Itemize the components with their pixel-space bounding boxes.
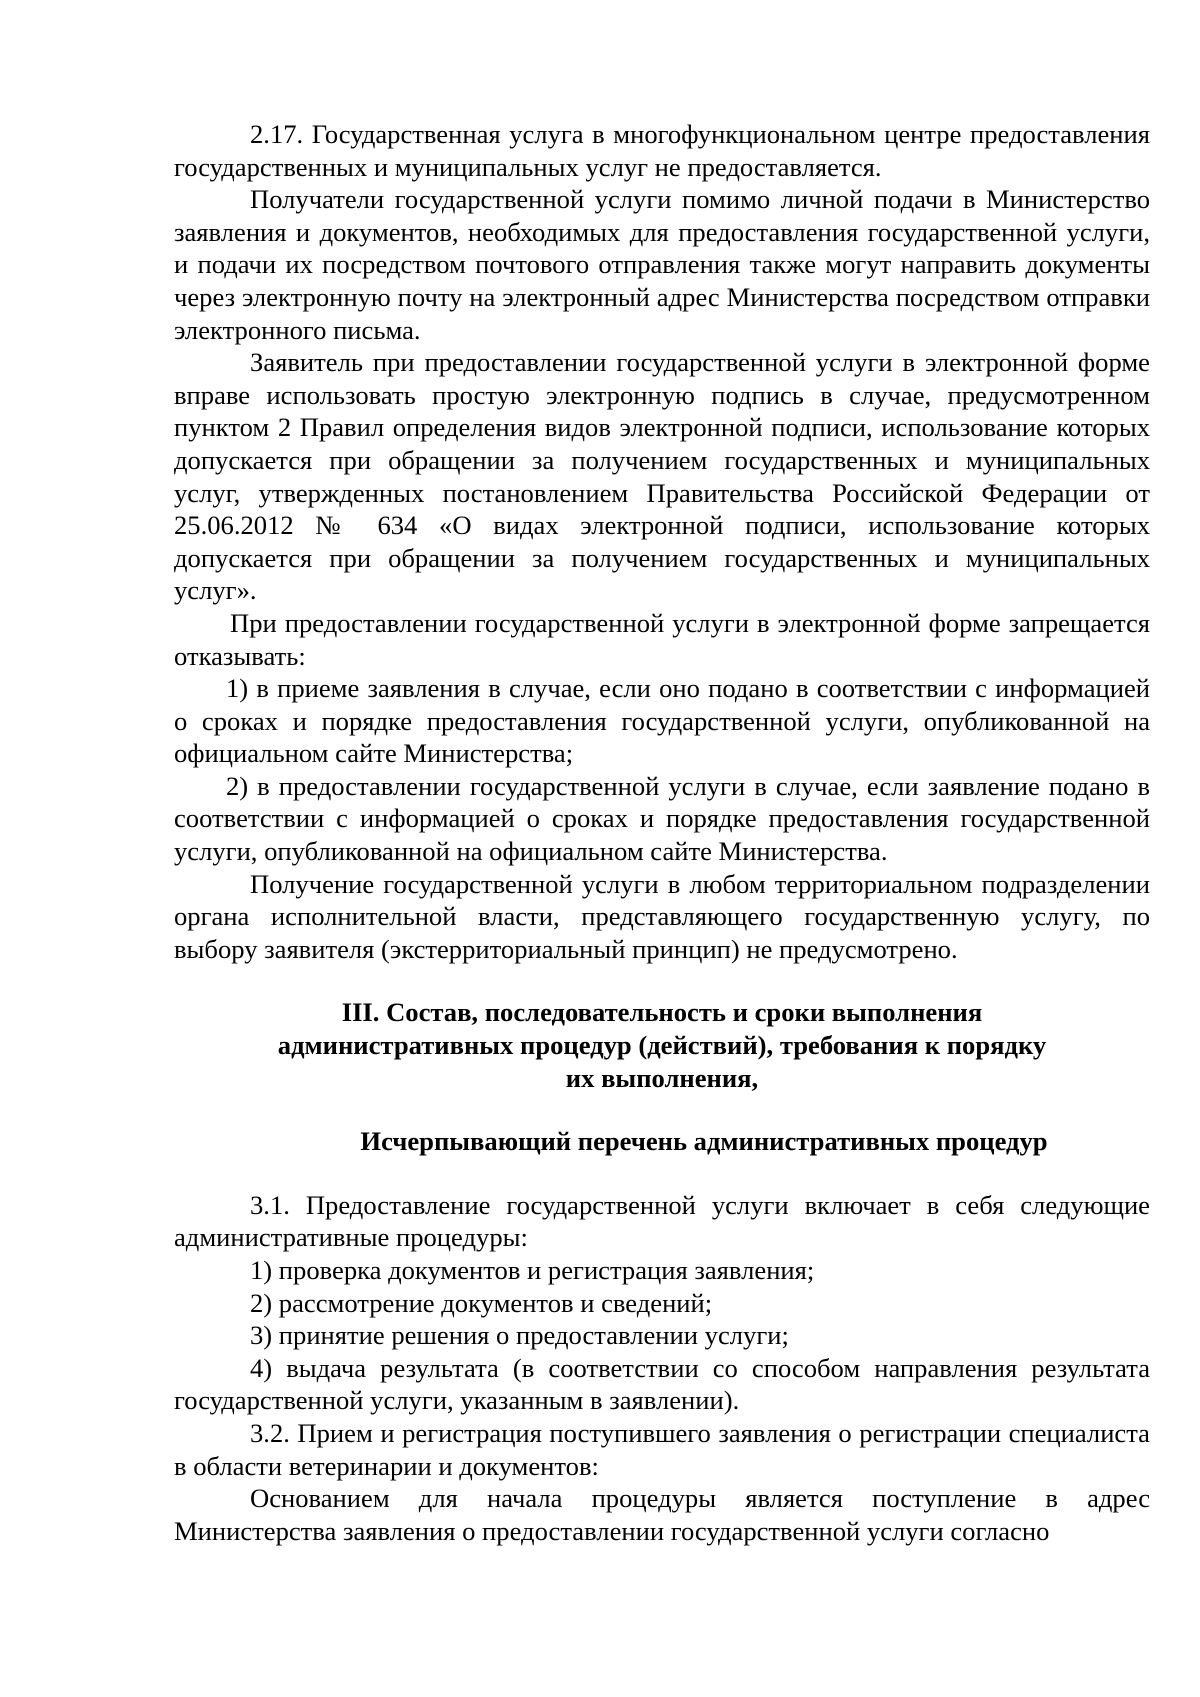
section-3-heading-line-3: их выполнения, [565,1062,759,1093]
paragraph-recipients: Получатели государственной услуги помимо личной подачи в Министерство заявления и документов, необходимых для предоставления государственной услуги, и подачи их посредством почтового отправления также могут направить документы через электронную почту на электронный адрес Министерства посредством отправки электронного письма. [174,184,1150,345]
section-3-heading [174,996,1150,1094]
section-3-heading-line-1: III. Состав, последовательность и сроки выполнения [341,997,983,1028]
section-3-subheading: Исчерпывающий перечень административных процедур [360,1126,1048,1157]
procedure-item-2: 2) рассмотрение документов и сведений; [250,1287,713,1318]
paragraph-3-1: 3.1. Предоставление государственной услуги включает в себя следующие административные процедуры: [174,1189,1150,1253]
procedure-item-4: 4) выдача результата (в соответствии со способом направления результата государственной услуги, указанным в заявлении). [174,1352,1150,1416]
paragraph-extraterritorial: Получение государственной услуги в любом территориальном подразделении органа исполнительной власти, представляющего государственную услугу, по выбору заявителя (экстерриториальный принцип) не предусмотрено. [174,868,1150,964]
paragraph-refusal-item-2: 2) в предоставлении государственной услуги в случае, если заявление подано в соответствии с информацией о сроках и порядке предоставления государственной услуги, опубликованной на официальном сайте Министерства. [174,770,1150,867]
paragraph-3-2: 3.2. Прием и регистрация поступившего заявления о регистрации специалиста в области ветеринарии и документов: [174,1417,1150,1481]
procedure-item-1: 1) проверка документов и регистрация заявления; [250,1255,815,1285]
procedure-item-3: 3) принятие решения о предоставлении услуги; [250,1320,789,1351]
paragraph-refusal-prohibited: При предоставлении государственной услуги в электронной форме запрещается отказывать: [174,607,1150,671]
paragraph-electronic-signature: Заявитель при предоставлении государственной услуги в электронной форме вправе использовать простую электронную подпись в случае, предусмотренном пунктом 2 Правил определения видов электронной подписи, использование которых допускается при обращении за получением государственных и муниципальных услуг, утвержденных постановлением Правительства Российской Федерации от 25.06.2012 № 634 «О видах электронной подписи, использование которых допускается при обращении за получением государственных и муниципальных услуг». [174,347,1150,606]
section-3-heading-line-2: административных процедур (действий), требования к порядку [277,1030,1047,1061]
spacer [174,1158,1150,1189]
paragraph-refusal-item-1: 1) в приеме заявления в случае, если оно подано в соответствии с информацией о сроках и порядке предоставления государственной услуги, опубликованной на официальном сайте Министерства; [174,673,1150,769]
paragraph-procedure-basis: Основанием для начала процедуры является поступление в адрес Министерства заявления о предоставлении государственной услуги согласно [174,1483,1150,1546]
document-page [174,118,1150,1547]
paragraph-2-17: 2.17. Государственная услуга в многофункциональном центре предоставления государственных и муниципальных услуг не предоставляется. [174,119,1150,182]
